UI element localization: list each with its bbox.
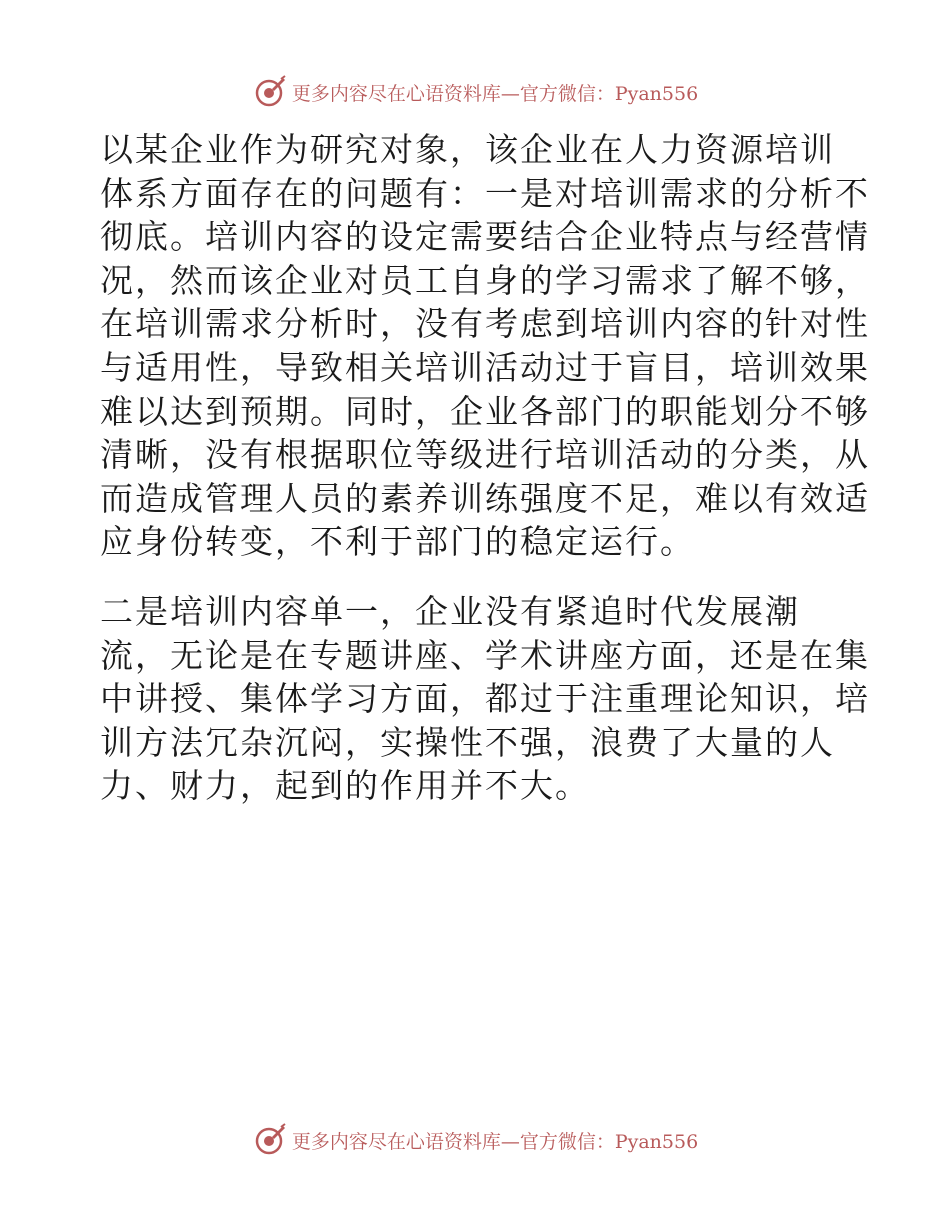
text-line: 体系方面存在的问题有：一是对培训需求的分析不: [100, 173, 870, 213]
text-line: 力、财力，起到的作用并不大。: [100, 766, 590, 806]
text-line: 中讲授、集体学习方面，都过于注重理论知识，培: [100, 679, 870, 719]
text-line: 应身份转变，不利于部门的稳定运行。: [100, 522, 695, 562]
text-line: 难以达到预期。同时，企业各部门的职能划分不够: [100, 391, 870, 431]
text-line: 流，无论是在专题讲座、学术讲座方面，还是在集: [100, 635, 870, 675]
document-body: [100, 128, 870, 808]
text-line: 况，然而该企业对员工自身的学习需求了解不够，: [100, 260, 870, 300]
paragraph-2: [100, 590, 870, 808]
text-line: 清晰，没有根据职位等级进行培训活动的分类，从: [100, 435, 870, 475]
text-line: 与适用性，导致相关培训活动过于盲目，培训效果: [100, 347, 870, 387]
text-line: 训方法冗杂沉闷，实操性不强，浪费了大量的人: [100, 722, 835, 762]
header-watermark: [0, 72, 950, 112]
text-line: 在培训需求分析时，没有考虑到培训内容的针对性: [100, 304, 870, 344]
paragraph-1: [100, 128, 870, 564]
quill-logo-icon: [252, 75, 286, 109]
header-watermark-text: 更多内容尽在心语资料库—官方微信：Pyan556: [291, 82, 699, 105]
text-line: 以某企业作为研究对象，该企业在人力资源培训: [100, 130, 835, 169]
quill-logo-icon: [252, 1123, 286, 1157]
text-line: 彻底。培训内容的设定需要结合企业特点与经营情: [100, 217, 870, 257]
footer-watermark: [0, 1120, 950, 1160]
text-line: 而造成管理人员的素养训练强度不足，难以有效适: [100, 478, 870, 518]
text-line: 二是培训内容单一，企业没有紧追时代发展潮: [100, 591, 800, 631]
footer-watermark-text: 更多内容尽在心语资料库—官方微信：Pyan556: [291, 1130, 699, 1153]
